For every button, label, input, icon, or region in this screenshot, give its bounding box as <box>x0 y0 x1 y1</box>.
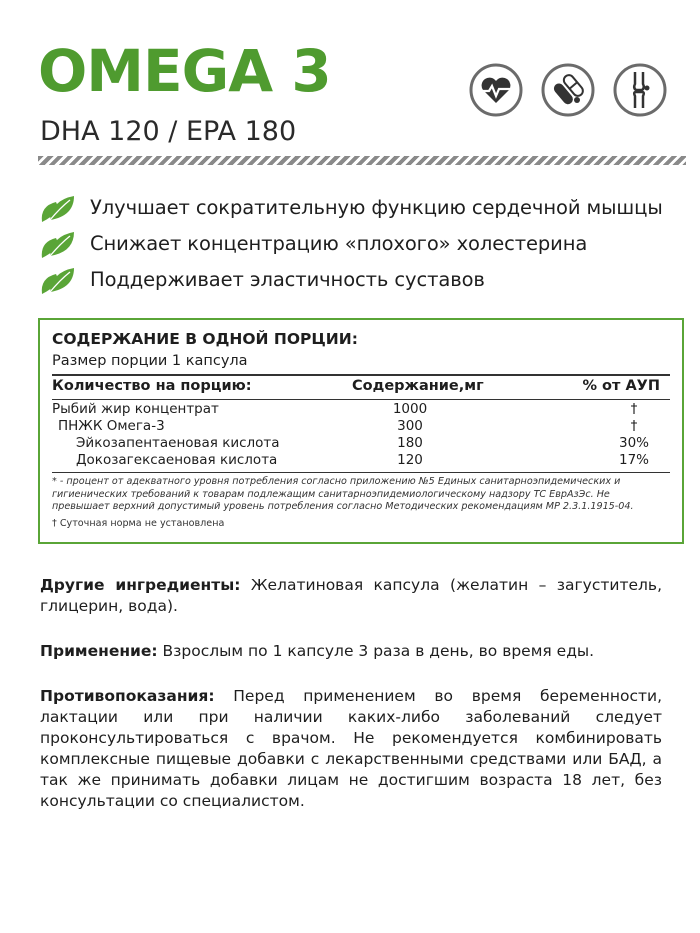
facts-rows <box>52 401 670 469</box>
hatched-divider <box>38 156 686 165</box>
facts-header-row <box>52 378 670 398</box>
table-row <box>52 452 670 469</box>
divider <box>52 399 670 400</box>
contraindications-text: Перед применением во время беременности, лактации или при наличии каких-либо заболеваний следует проконсультироваться с врачом. Не рекомендуется комбинировать комплексные пищевые добавки с лекарственными средствами или БАД, а так же принимать добавки лицам не достигшим возраста 18 лет, без консультации со специалистом. <box>40 687 662 810</box>
column-header-dv: % от АУП <box>582 378 660 394</box>
nutrient-amount: 180 <box>397 435 423 451</box>
ingredients-paragraph <box>40 575 662 617</box>
nutrient-name: Эйкозапентаеновая кислота <box>76 435 280 451</box>
benefit-item <box>38 192 688 228</box>
column-header-amount: Содержание,мг <box>352 378 484 394</box>
nutrient-dv: 17% <box>618 452 649 468</box>
nutrient-name: ПНЖК Омега-3 <box>58 418 165 434</box>
leaf-icon <box>38 264 78 298</box>
footnote-dagger: † Суточная норма не установлена <box>52 518 225 529</box>
header <box>0 0 700 165</box>
usage-paragraph <box>40 641 662 662</box>
product-subtitle: DHA 120 / EPA 180 <box>40 116 297 147</box>
heart-pulse-icon <box>468 62 524 118</box>
product-title: OMEGA 3 <box>38 37 331 105</box>
leaf-icon <box>38 228 78 262</box>
serving-size: Размер порции 1 капсула <box>52 353 248 369</box>
contraindications-label: Противопоказания: <box>40 687 215 705</box>
facts-title: СОДЕРЖАНИЕ В ОДНОЙ ПОРЦИИ: <box>52 330 358 348</box>
table-row <box>52 435 670 452</box>
benefit-item <box>38 264 688 300</box>
feature-icons <box>468 62 668 122</box>
capsules-icon <box>540 62 596 118</box>
benefit-text: Улучшает сократительную функцию сердечной мышцы <box>90 196 663 219</box>
usage-label: Применение: <box>40 642 158 660</box>
nutrient-name: Рыбий жир концентрат <box>52 401 219 417</box>
supplement-facts-panel <box>38 318 684 544</box>
ingredients-label: Другие ингредиенты: <box>40 576 241 594</box>
divider <box>52 374 670 376</box>
knee-joint-icon <box>612 62 668 118</box>
nutrient-amount: 300 <box>397 418 423 434</box>
nutrient-amount: 120 <box>397 452 423 468</box>
divider <box>52 472 670 473</box>
table-row <box>52 418 670 435</box>
benefit-item <box>38 228 688 264</box>
usage-text: Взрослым по 1 капсуле 3 раза в день, во время еды. <box>157 642 595 660</box>
leaf-icon <box>38 192 78 226</box>
footnote-dv: * - процент от адекватного уровня потребления согласно приложению №5 Единых санитарноэпидемических и гигиенических требований к товарам подлежащим санитарноэпидемиологическому надзору ТС ЕврАзЭс. Не превышает верхний допустимый уровень потребления согласно Методических рекомендациям МР 2.3.1.1915-04. <box>52 476 634 512</box>
benefits-list <box>38 192 688 300</box>
table-row <box>52 401 670 418</box>
nutrient-dv: 30% <box>618 435 649 451</box>
nutrient-name: Докозагексаеновая кислота <box>76 452 278 468</box>
nutrient-dv: † <box>630 418 638 434</box>
benefit-text: Поддерживает эластичность суставов <box>90 268 485 291</box>
nutrient-amount: 1000 <box>392 401 428 417</box>
column-header-name: Количество на порцию: <box>52 378 252 394</box>
nutrient-dv: † <box>630 401 638 417</box>
contraindications-paragraph <box>40 686 662 812</box>
ingredients-text: Желатиновая капсула (желатин – загуститель, глицерин, вода). <box>40 576 662 615</box>
benefit-text: Снижает концентрацию «плохого» холестерина <box>90 232 588 255</box>
